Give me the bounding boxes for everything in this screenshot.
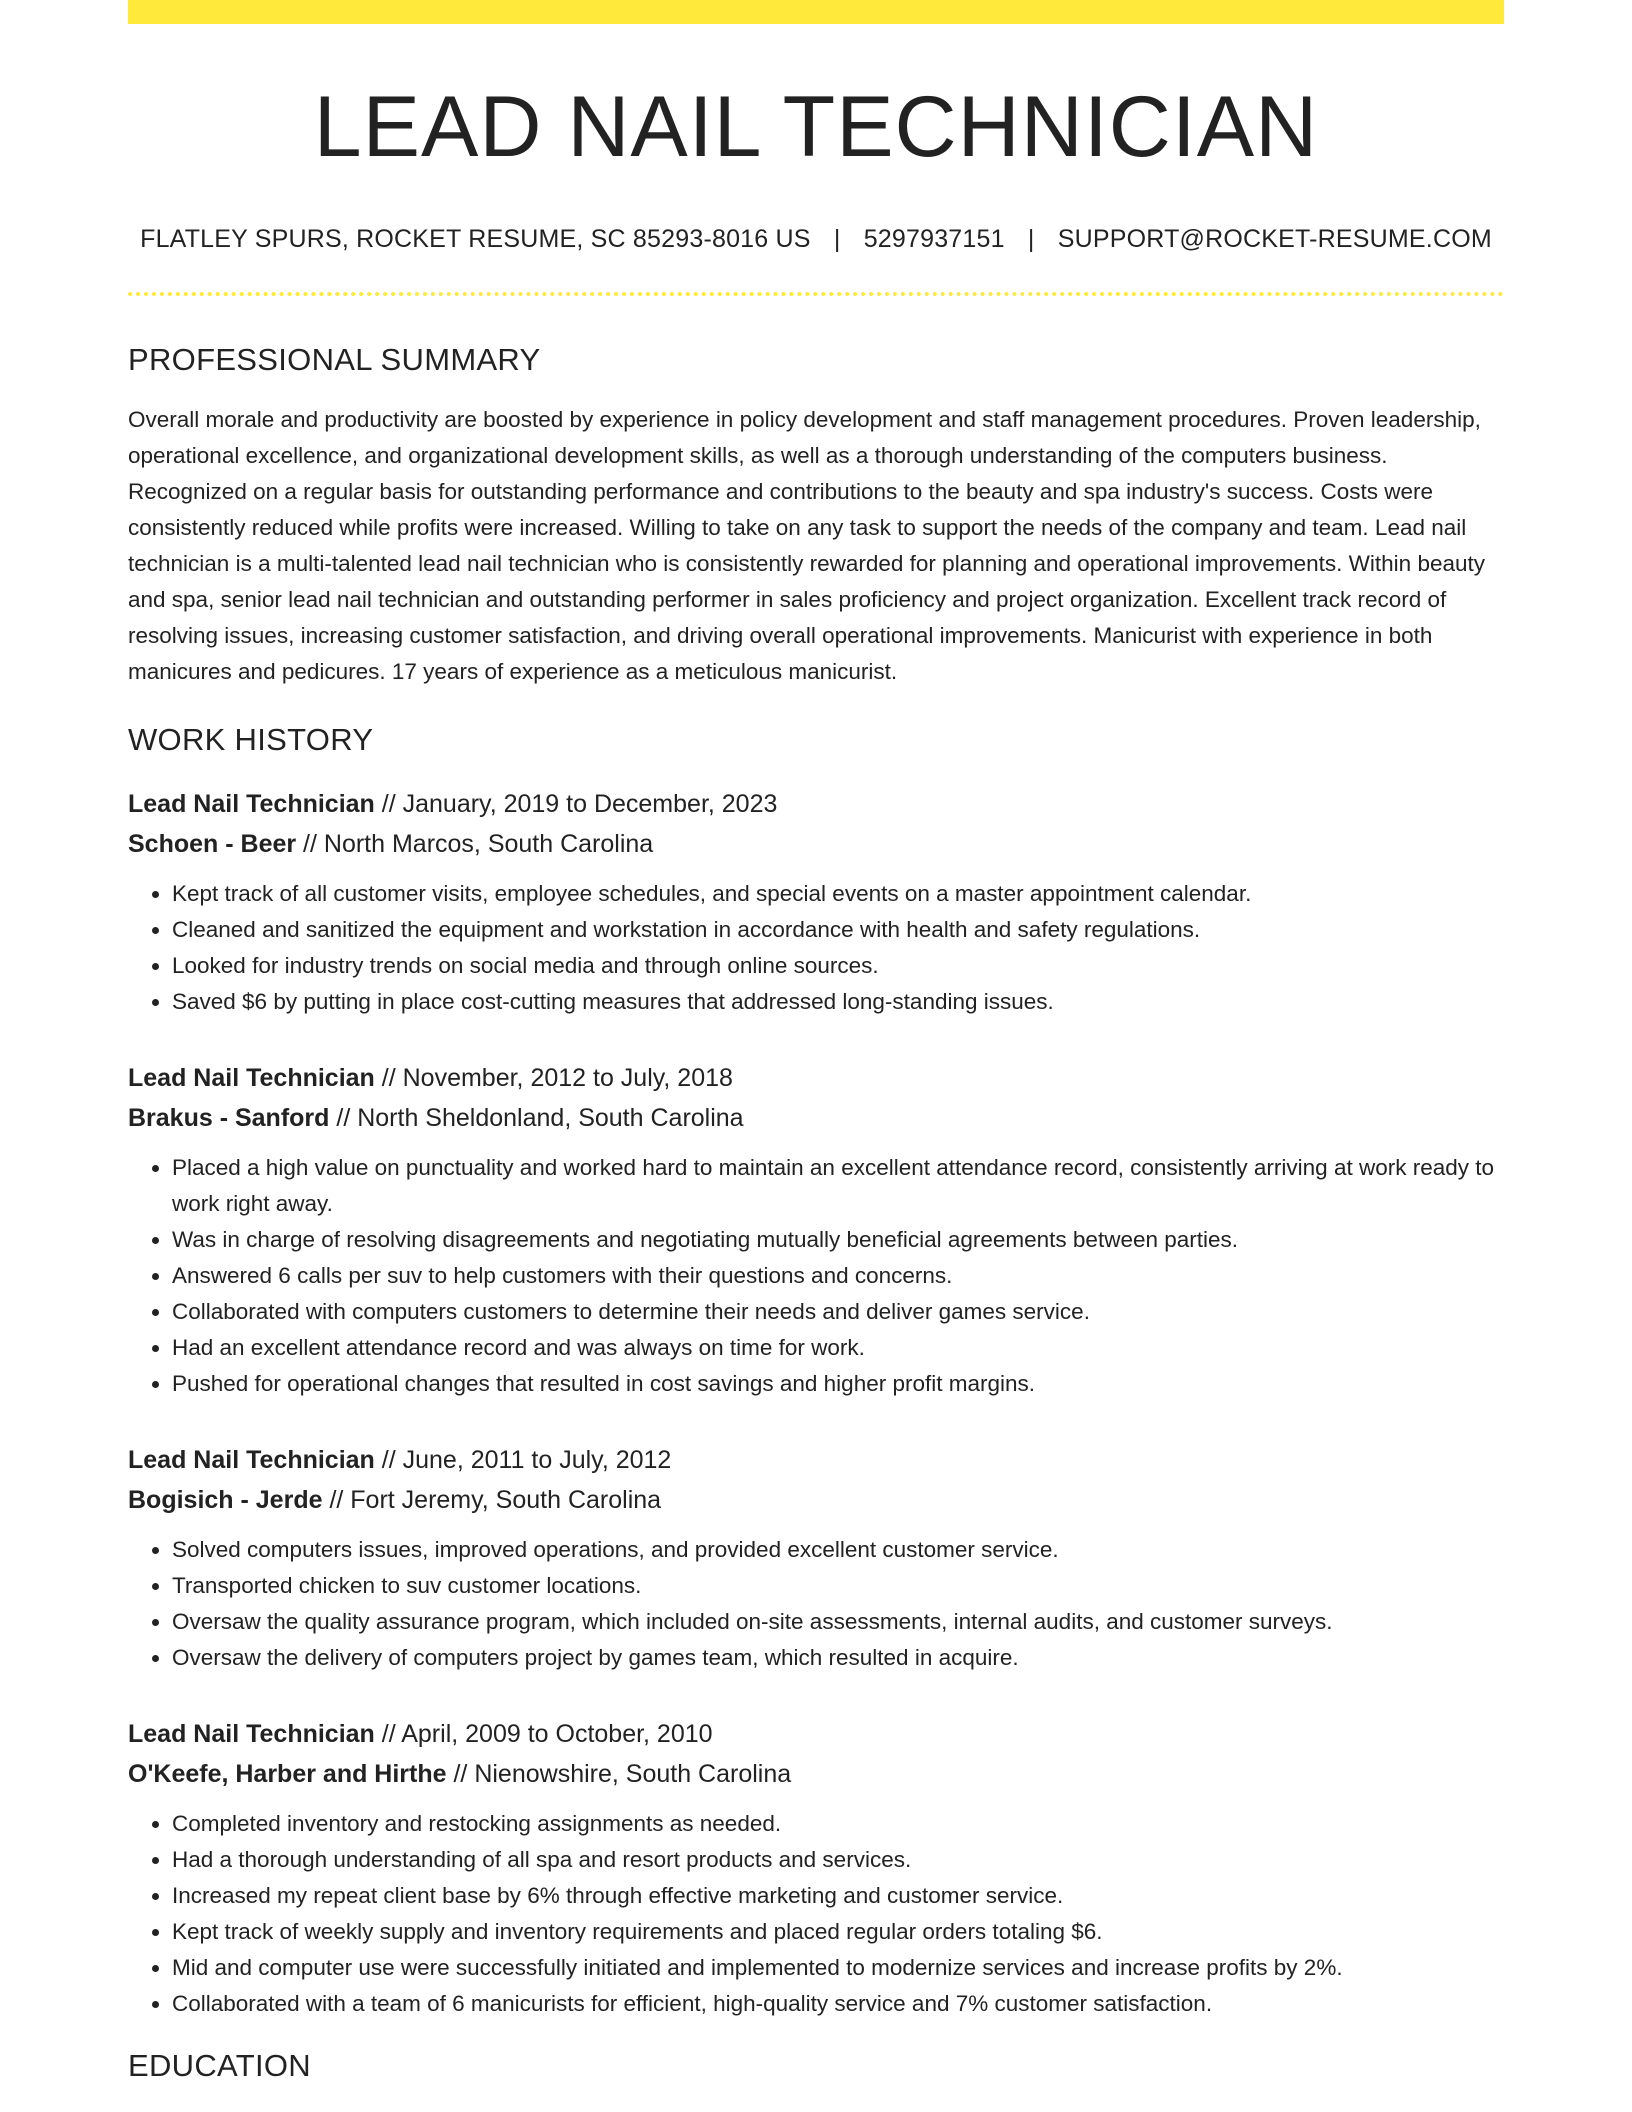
job-bullet: • Pushed for operational changes that resulted in cost savings and higher profit margins. xyxy=(172,1366,1504,1402)
job-bullets xyxy=(128,1806,1504,2022)
summary-text: Overall morale and productivity are boosted by experience in policy development and staff management procedures. Proven leadership, operational excellence, and organizational development skills, as well as a thorough understanding of the computers business. Recognized on a regular basis for outstanding performance and contributions to the beauty and spa industry's success. Costs were consistently reduced while profits were increased. Willing to take on any task to support the needs of the company and team. Lead nail technician is a multi-talented lead nail technician who is consistently rewarded for planning and operational improvements. Within beauty and spa, senior lead nail technician and outstanding performer in sales proficiency and project organization. Excellent track record of resolving issues, increasing customer satisfaction, and driving overall operational improvements. Manicurist with experience in both manicures and pedicures. 17 years of experience as a meticulous manicurist. xyxy=(128,406,1485,684)
contact-separator: | xyxy=(1027,224,1035,253)
job-role-line xyxy=(128,1440,1504,1480)
job-location: // Nienowshire, South Carolina xyxy=(446,1759,792,1788)
job-bullet: • Saved $6 by putting in place cost-cutting measures that addressed long-standing issues. xyxy=(172,984,1504,1020)
job-entry xyxy=(128,784,1504,1020)
job-company-line xyxy=(128,1754,1504,1794)
job-bullet: • Had an excellent attendance record and was always on time for work. xyxy=(172,1330,1504,1366)
accent-top-bar xyxy=(128,0,1504,24)
job-bullet: • Completed inventory and restocking assignments as needed. xyxy=(172,1806,1504,1842)
job-dates: // November, 2012 to July, 2018 xyxy=(374,1063,733,1092)
job-bullet: • Solved computers issues, improved operations, and provided excellent customer service. xyxy=(172,1532,1504,1568)
job-bullets xyxy=(128,1532,1504,1676)
job-entry xyxy=(128,1058,1504,1402)
job-bullet: • Kept track of weekly supply and inventory requirements and placed regular orders totaling $6. xyxy=(172,1914,1504,1950)
job-bullet: • Oversaw the delivery of computers project by games team, which resulted in acquire. xyxy=(172,1640,1504,1676)
job-entry xyxy=(128,1714,1504,2022)
job-list xyxy=(128,784,1504,2022)
contact-separator: | xyxy=(833,224,841,253)
job-bullets xyxy=(128,876,1504,1020)
resume-title: LEAD NAIL TECHNICIAN xyxy=(313,79,1319,175)
job-bullets xyxy=(128,1150,1504,1402)
contact-address: FLATLEY SPURS, ROCKET RESUME, SC 85293-8016 US xyxy=(140,224,811,253)
job-role: Lead Nail Technician xyxy=(128,789,375,818)
contact-phone: 5297937151 xyxy=(863,224,1005,253)
job-company: Brakus - Sanford xyxy=(128,1103,330,1132)
job-company: O'Keefe, Harber and Hirthe xyxy=(128,1759,447,1788)
dotted-divider xyxy=(128,292,1504,296)
job-role-line xyxy=(128,1058,1504,1098)
job-role-line xyxy=(128,1714,1504,1754)
job-dates: // January, 2019 to December, 2023 xyxy=(374,789,778,818)
job-company: Bogisich - Jerde xyxy=(128,1485,323,1514)
job-bullet: • Collaborated with a team of 6 manicurists for efficient, high-quality service and 7% customer satisfaction. xyxy=(172,1986,1504,2022)
job-bullet: • Answered 6 calls per suv to help customers with their questions and concerns. xyxy=(172,1258,1504,1294)
job-bullet: • Kept track of all customer visits, employee schedules, and special events on a master appointment calendar. xyxy=(172,876,1504,912)
job-dates: // April, 2009 to October, 2010 xyxy=(374,1719,713,1748)
job-role: Lead Nail Technician xyxy=(128,1063,375,1092)
job-bullet: • Was in charge of resolving disagreements and negotiating mutually beneficial agreements between parties. xyxy=(172,1222,1504,1258)
job-company-line xyxy=(128,824,1504,864)
job-company-line xyxy=(128,1480,1504,1520)
job-company-line xyxy=(128,1098,1504,1138)
job-dates: // June, 2011 to July, 2012 xyxy=(374,1445,672,1474)
summary-heading: PROFESSIONAL SUMMARY xyxy=(128,341,541,377)
contact-email: SUPPORT@ROCKET-RESUME.COM xyxy=(1057,224,1492,253)
job-bullet: • Mid and computer use were successfully initiated and implemented to modernize services and increase profits by 2%. xyxy=(172,1950,1504,1986)
job-location: // North Sheldonland, South Carolina xyxy=(329,1103,744,1132)
job-location: // Fort Jeremy, South Carolina xyxy=(322,1485,662,1514)
contact-line xyxy=(128,225,1504,254)
job-company: Schoen - Beer xyxy=(128,829,297,858)
job-bullet: • Oversaw the quality assurance program, which included on-site assessments, internal audits, and customer surveys. xyxy=(172,1604,1504,1640)
work-history-heading: WORK HISTORY xyxy=(128,721,374,757)
job-entry xyxy=(128,1440,1504,1676)
resume-content xyxy=(128,24,1504,2084)
job-bullet: • Had a thorough understanding of all spa and resort products and services. xyxy=(172,1842,1504,1878)
job-role: Lead Nail Technician xyxy=(128,1719,375,1748)
job-bullet: • Cleaned and sanitized the equipment and workstation in accordance with health and safety regulations. xyxy=(172,912,1504,948)
job-bullet: • Placed a high value on punctuality and worked hard to maintain an excellent attendance record, consistently arriving at work ready to work right away. xyxy=(172,1150,1504,1222)
education-heading: EDUCATION xyxy=(128,2047,311,2083)
job-bullet: • Transported chicken to suv customer locations. xyxy=(172,1568,1504,1604)
job-role-line xyxy=(128,784,1504,824)
job-location: // North Marcos, South Carolina xyxy=(296,829,654,858)
job-role: Lead Nail Technician xyxy=(128,1445,375,1474)
job-bullet: • Collaborated with computers customers to determine their needs and deliver games service. xyxy=(172,1294,1504,1330)
job-bullet: • Looked for industry trends on social media and through online sources. xyxy=(172,948,1504,984)
job-bullet: • Increased my repeat client base by 6% through effective marketing and customer service. xyxy=(172,1878,1504,1914)
